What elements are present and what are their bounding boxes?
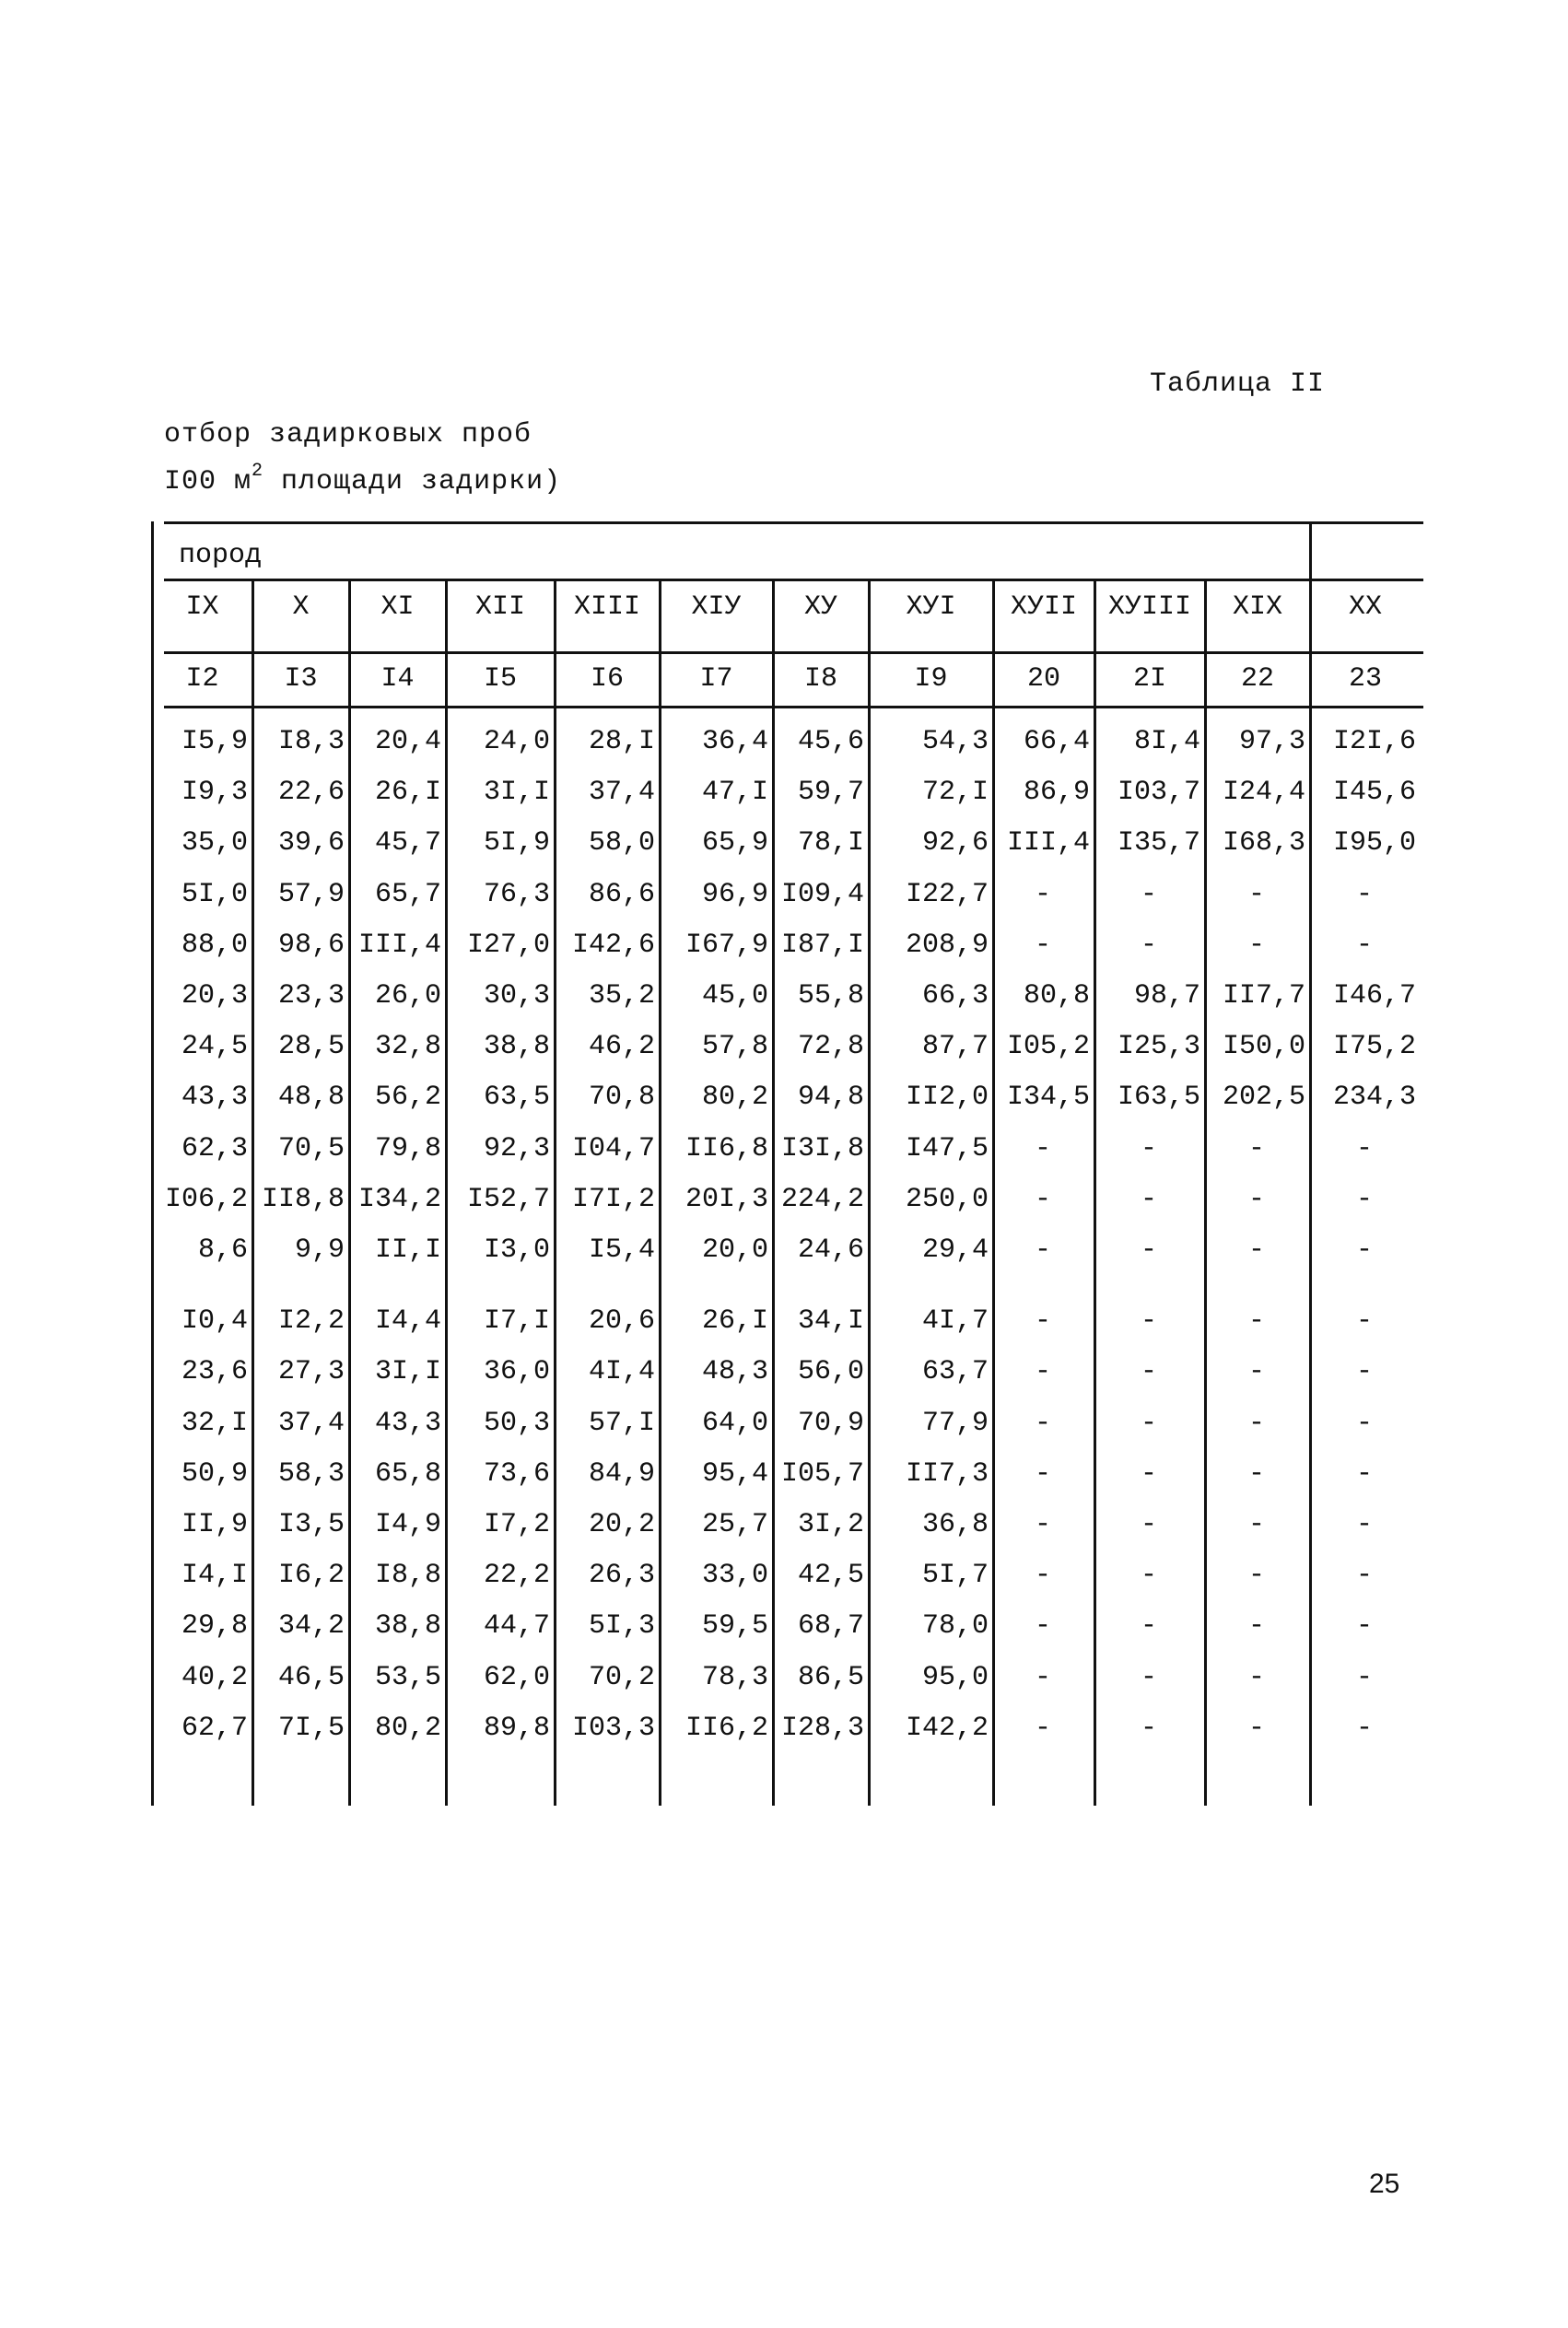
table-cell: 88,0: [181, 930, 248, 961]
table-cell: -: [1140, 1713, 1157, 1744]
table-cell: 45,7: [374, 827, 441, 859]
table-cell: 65,7: [374, 879, 441, 910]
table-cell: I06,2: [164, 1184, 248, 1215]
table-cell: 48,3: [701, 1356, 768, 1387]
table-cell: 32,8: [374, 1031, 441, 1062]
header-rule: [164, 706, 1423, 708]
column-header-number: 20: [1026, 663, 1060, 695]
table-cell: 86,5: [797, 1662, 864, 1693]
column-header-roman: XУII: [1010, 591, 1077, 623]
column-rule: [1309, 521, 1312, 1806]
column-header-roman: XУI: [906, 591, 956, 623]
table-cell: 47,I: [701, 777, 768, 808]
table-cell: I27,0: [466, 930, 550, 961]
table-cell: 45,0: [701, 980, 768, 1012]
table-cell: 79,8: [374, 1133, 441, 1164]
table-cell: -: [1140, 1458, 1157, 1490]
table-cell: 48,8: [277, 1082, 345, 1113]
table-cell: -: [1140, 1184, 1157, 1215]
table-cell: -: [1034, 1662, 1051, 1693]
table-cell: I25,3: [1117, 1031, 1200, 1062]
column-header-number: 22: [1240, 663, 1274, 695]
header-rule: [164, 651, 1423, 654]
table-cell: II,I: [374, 1234, 441, 1266]
table-cell: III,4: [357, 930, 441, 961]
table-cell: -: [1034, 1356, 1051, 1387]
table-cell: 80,2: [701, 1082, 768, 1113]
column-rule: [252, 579, 254, 1806]
caption-superscript: 2: [252, 461, 264, 482]
table-cell: -: [1034, 879, 1051, 910]
table-top-rule: [164, 521, 1423, 524]
table-cell: 78,I: [797, 827, 864, 859]
table-cell: 24,5: [181, 1031, 248, 1062]
table-cell: 56,2: [374, 1082, 441, 1113]
table-cell: I34,2: [357, 1184, 441, 1215]
caption-line-2-suffix: площади задирки): [263, 466, 562, 497]
table-cell: -: [1140, 1610, 1157, 1642]
column-header-number: 2I: [1132, 663, 1166, 695]
table-cell: 62,0: [483, 1662, 550, 1693]
table-cell: I4,9: [374, 1509, 441, 1540]
table-cell: -: [1034, 1610, 1051, 1642]
table-cell: -: [1355, 879, 1373, 910]
table-cell: 70,8: [588, 1082, 655, 1113]
column-rule: [1204, 579, 1207, 1806]
table-cell: I7,2: [483, 1509, 550, 1540]
table-cell: 28,I: [588, 726, 655, 757]
group-header: пород: [179, 540, 263, 571]
table-cell: 4I,7: [921, 1305, 989, 1337]
caption-line-2-prefix: I00 м: [164, 466, 252, 497]
table-cell: -: [1355, 1356, 1373, 1387]
table-cell: 66,3: [921, 980, 989, 1012]
table-cell: -: [1140, 1133, 1157, 1164]
table-cell: 65,9: [701, 827, 768, 859]
table-cell: 80,2: [374, 1713, 441, 1744]
table-cell: I4,I: [181, 1560, 248, 1591]
table-cell: 78,3: [701, 1662, 768, 1693]
column-rule: [445, 579, 448, 1806]
table-cell: I63,5: [1117, 1082, 1200, 1113]
table-cell: 3I,I: [483, 777, 550, 808]
table-cell: I04,7: [571, 1133, 655, 1164]
table-cell: 234,3: [1332, 1082, 1416, 1113]
table-cell: 43,3: [374, 1408, 441, 1439]
table-cell: 4I,4: [588, 1356, 655, 1387]
table-cell: -: [1247, 1234, 1265, 1266]
table-cell: 26,0: [374, 980, 441, 1012]
table-cell: 58,3: [277, 1458, 345, 1490]
table-cell: -: [1140, 930, 1157, 961]
table-cell: I05,7: [780, 1458, 864, 1490]
table-cell: I42,2: [905, 1713, 989, 1744]
table-cell: 65,8: [374, 1458, 441, 1490]
table-cell: 24,6: [797, 1234, 864, 1266]
table-cell: 97,3: [1238, 726, 1305, 757]
table-cell: I22,7: [905, 879, 989, 910]
table-cell: 5I,3: [588, 1610, 655, 1642]
table-cell: -: [1355, 1184, 1373, 1215]
table-cell: 53,5: [374, 1662, 441, 1693]
table-cell: 25,7: [701, 1509, 768, 1540]
table-cell: -: [1034, 1234, 1051, 1266]
table-cell: I46,7: [1332, 980, 1416, 1012]
table-cell: -: [1034, 1305, 1051, 1337]
table-cell: 28,5: [277, 1031, 345, 1062]
table-cell: 57,8: [701, 1031, 768, 1062]
table-cell: II8,8: [261, 1184, 345, 1215]
table-cell: -: [1355, 1305, 1373, 1337]
table-cell: I47,5: [905, 1133, 989, 1164]
table-cell: 59,7: [797, 777, 864, 808]
table-cell: -: [1355, 1408, 1373, 1439]
table-cell: 59,5: [701, 1610, 768, 1642]
table-cell: II7,7: [1222, 980, 1305, 1012]
table-cell: 24,0: [483, 726, 550, 757]
table-cell: 8I,4: [1133, 726, 1200, 757]
table-cell: 23,3: [277, 980, 345, 1012]
table-cell: 70,2: [588, 1662, 655, 1693]
table-cell: I68,3: [1222, 827, 1305, 859]
table-cell: 63,5: [483, 1082, 550, 1113]
table-cell: -: [1140, 1408, 1157, 1439]
table-cell: 250,0: [905, 1184, 989, 1215]
table-cell: -: [1034, 930, 1051, 961]
table-cell: 36,8: [921, 1509, 989, 1540]
table-cell: II,9: [181, 1509, 248, 1540]
table-cell: 35,2: [588, 980, 655, 1012]
table-cell: 40,2: [181, 1662, 248, 1693]
table-cell: 30,3: [483, 980, 550, 1012]
table-cell: 26,3: [588, 1560, 655, 1591]
table-cell: 3I,2: [797, 1509, 864, 1540]
table-cell: -: [1034, 1408, 1051, 1439]
table-cell: 22,6: [277, 777, 345, 808]
table-cell: 36,0: [483, 1356, 550, 1387]
column-header-roman: IX: [185, 591, 219, 623]
table-cell: 98,7: [1133, 980, 1200, 1012]
table-cell: -: [1247, 1560, 1265, 1591]
table-cell: -: [1034, 1509, 1051, 1540]
column-header-number: I6: [590, 663, 624, 695]
table-cell: 50,9: [181, 1458, 248, 1490]
table-cell: -: [1140, 1662, 1157, 1693]
table-cell: -: [1247, 1184, 1265, 1215]
table-cell: I34,5: [1006, 1082, 1090, 1113]
table-cell: I6,2: [277, 1560, 345, 1591]
table-cell: II6,8: [685, 1133, 768, 1164]
table-cell: 80,8: [1023, 980, 1090, 1012]
table-cell: 38,8: [374, 1610, 441, 1642]
table-cell: I7I,2: [571, 1184, 655, 1215]
table-cell: 20,4: [374, 726, 441, 757]
table-cell: I2I,6: [1332, 726, 1416, 757]
table-cell: 29,4: [921, 1234, 989, 1266]
table-cell: 33,0: [701, 1560, 768, 1591]
table-cell: 43,3: [181, 1082, 248, 1113]
table-cell: 20,6: [588, 1305, 655, 1337]
table-cell: 62,7: [181, 1713, 248, 1744]
table-cell: -: [1034, 1560, 1051, 1591]
table-cell: -: [1247, 1610, 1265, 1642]
table-cell: 26,I: [701, 1305, 768, 1337]
table-cell: 73,6: [483, 1458, 550, 1490]
table-cell: -: [1355, 1713, 1373, 1744]
table-cell: I2,2: [277, 1305, 345, 1337]
table-cell: 76,3: [483, 879, 550, 910]
table-cell: 77,9: [921, 1408, 989, 1439]
table-cell: 5I,0: [181, 879, 248, 910]
table-cell: 86,9: [1023, 777, 1090, 808]
table-cell: -: [1247, 1713, 1265, 1744]
table-cell: 87,7: [921, 1031, 989, 1062]
column-header-roman: XIX: [1232, 591, 1282, 623]
table-cell: -: [1247, 930, 1265, 961]
column-rule: [151, 521, 154, 1806]
column-header-number: I4: [380, 663, 415, 695]
table-cell: I75,2: [1332, 1031, 1416, 1062]
column-rule: [1094, 579, 1096, 1806]
table-cell: 57,I: [588, 1408, 655, 1439]
table-cell: 36,4: [701, 726, 768, 757]
table-cell: I5,4: [588, 1234, 655, 1266]
table-cell: 22,2: [483, 1560, 550, 1591]
table-cell: -: [1355, 1610, 1373, 1642]
column-header-number: I3: [284, 663, 318, 695]
table-title: Таблица II: [1150, 369, 1326, 400]
table-cell: -: [1247, 1458, 1265, 1490]
table-cell: I42,6: [571, 930, 655, 961]
table-cell: I24,4: [1222, 777, 1305, 808]
table-cell: 70,9: [797, 1408, 864, 1439]
table-cell: I52,7: [466, 1184, 550, 1215]
table-cell: -: [1355, 1234, 1373, 1266]
table-cell: -: [1034, 1133, 1051, 1164]
table-cell: 20I,3: [685, 1184, 768, 1215]
table-cell: -: [1247, 1356, 1265, 1387]
table-cell: 92,6: [921, 827, 989, 859]
table-cell: -: [1355, 930, 1373, 961]
table-cell: I8,8: [374, 1560, 441, 1591]
table-cell: 89,8: [483, 1713, 550, 1744]
table-cell: -: [1247, 1408, 1265, 1439]
table-cell: I09,4: [780, 879, 864, 910]
table-cell: 55,8: [797, 980, 864, 1012]
table-cell: 23,6: [181, 1356, 248, 1387]
table-cell: 208,9: [905, 930, 989, 961]
column-rule: [868, 579, 871, 1806]
column-rule: [992, 579, 995, 1806]
table-cell: 92,3: [483, 1133, 550, 1164]
table-cell: 50,3: [483, 1408, 550, 1439]
table-cell: 34,I: [797, 1305, 864, 1337]
table-cell: I8,3: [277, 726, 345, 757]
table-cell: 46,2: [588, 1031, 655, 1062]
table-cell: -: [1034, 1184, 1051, 1215]
table-cell: 5I,9: [483, 827, 550, 859]
table-cell: 70,5: [277, 1133, 345, 1164]
table-cell: I7,I: [483, 1305, 550, 1337]
table-cell: 58,0: [588, 827, 655, 859]
table-cell: -: [1140, 879, 1157, 910]
table-cell: III,4: [1006, 827, 1090, 859]
table-cell: -: [1140, 1560, 1157, 1591]
table-cell: I3I,8: [780, 1133, 864, 1164]
table-cell: I0,4: [181, 1305, 248, 1337]
table-cell: I05,2: [1006, 1031, 1090, 1062]
table-cell: 68,7: [797, 1610, 864, 1642]
table-cell: -: [1034, 1713, 1051, 1744]
column-rule: [348, 579, 351, 1806]
table-cell: -: [1140, 1509, 1157, 1540]
table-cell: 94,8: [797, 1082, 864, 1113]
column-header-roman: XIII: [573, 591, 640, 623]
table-cell: -: [1247, 1133, 1265, 1164]
table-cell: 66,4: [1023, 726, 1090, 757]
table-cell: 224,2: [780, 1184, 864, 1215]
table-cell: 62,3: [181, 1133, 248, 1164]
table-cell: 56,0: [797, 1356, 864, 1387]
table-cell: -: [1355, 1509, 1373, 1540]
column-header-number: 23: [1348, 663, 1382, 695]
table-cell: I87,I: [780, 930, 864, 961]
table-cell: -: [1247, 1305, 1265, 1337]
table-cell: 29,8: [181, 1610, 248, 1642]
page-number: 25: [1369, 2169, 1400, 2199]
table-cell: 95,4: [701, 1458, 768, 1490]
column-header-roman: XУIII: [1107, 591, 1191, 623]
table-cell: 20,0: [701, 1234, 768, 1266]
table-cell: -: [1355, 1560, 1373, 1591]
table-cell: 63,7: [921, 1356, 989, 1387]
table-cell: -: [1140, 1234, 1157, 1266]
table-cell: 86,6: [588, 879, 655, 910]
table-cell: 44,7: [483, 1610, 550, 1642]
table-cell: 78,0: [921, 1610, 989, 1642]
table-cell: -: [1140, 1356, 1157, 1387]
table-cell: I35,7: [1117, 827, 1200, 859]
table-cell: 37,4: [588, 777, 655, 808]
table-cell: 38,8: [483, 1031, 550, 1062]
table-cell: 45,6: [797, 726, 864, 757]
table-cell: I3,5: [277, 1509, 345, 1540]
table-cell: 37,4: [277, 1408, 345, 1439]
table-cell: I3,0: [483, 1234, 550, 1266]
table-cell: -: [1140, 1305, 1157, 1337]
table-cell: II6,2: [685, 1713, 768, 1744]
table-cell: -: [1247, 879, 1265, 910]
column-header-number: I8: [803, 663, 837, 695]
table-cell: 64,0: [701, 1408, 768, 1439]
column-header-roman: XX: [1348, 591, 1382, 623]
table-cell: 72,I: [921, 777, 989, 808]
column-header-roman: XIУ: [691, 591, 742, 623]
column-header-number: I2: [185, 663, 219, 695]
table-cell: 27,3: [277, 1356, 345, 1387]
table-cell: 95,0: [921, 1662, 989, 1693]
table-cell: 57,9: [277, 879, 345, 910]
table-cell: 9,9: [294, 1234, 345, 1266]
table-cell: I95,0: [1332, 827, 1416, 859]
table-cell: -: [1355, 1662, 1373, 1693]
column-rule: [554, 579, 556, 1806]
header-rule: [164, 579, 1423, 581]
table-cell: 32,I: [181, 1408, 248, 1439]
table-cell: 46,5: [277, 1662, 345, 1693]
column-header-number: I9: [914, 663, 948, 695]
table-cell: I28,3: [780, 1713, 864, 1744]
table-cell: I4,4: [374, 1305, 441, 1337]
table-cell: -: [1247, 1662, 1265, 1693]
table-cell: -: [1355, 1133, 1373, 1164]
table-cell: I9,3: [181, 777, 248, 808]
column-header-number: I5: [483, 663, 517, 695]
table-cell: II7,3: [905, 1458, 989, 1490]
table-cell: 20,3: [181, 980, 248, 1012]
table-cell: I45,6: [1332, 777, 1416, 808]
table-cell: 96,9: [701, 879, 768, 910]
table-cell: 72,8: [797, 1031, 864, 1062]
table-cell: I50,0: [1222, 1031, 1305, 1062]
table-cell: I03,7: [1117, 777, 1200, 808]
table-cell: 5I,7: [921, 1560, 989, 1591]
table-cell: 34,2: [277, 1610, 345, 1642]
table-cell: 35,0: [181, 827, 248, 859]
table-cell: 98,6: [277, 930, 345, 961]
caption-line-1: отбор задирковых проб: [164, 419, 532, 450]
table-cell: 54,3: [921, 726, 989, 757]
table-cell: -: [1355, 1458, 1373, 1490]
column-header-roman: XII: [474, 591, 525, 623]
column-header-roman: X: [292, 591, 310, 623]
table-cell: -: [1247, 1509, 1265, 1540]
column-header-roman: XУ: [803, 591, 837, 623]
column-header-number: I7: [699, 663, 733, 695]
table-cell: 26,I: [374, 777, 441, 808]
table-cell: 84,9: [588, 1458, 655, 1490]
table-cell: 39,6: [277, 827, 345, 859]
column-header-roman: XI: [380, 591, 415, 623]
column-rule: [659, 579, 661, 1806]
table-cell: -: [1034, 1458, 1051, 1490]
table-cell: 20,2: [588, 1509, 655, 1540]
table-cell: I5,9: [181, 726, 248, 757]
table-cell: 8,6: [197, 1234, 248, 1266]
table-cell: 3I,I: [374, 1356, 441, 1387]
table-cell: 7I,5: [277, 1713, 345, 1744]
table-cell: I67,9: [685, 930, 768, 961]
table-cell: II2,0: [905, 1082, 989, 1113]
table-cell: 42,5: [797, 1560, 864, 1591]
table-cell: 202,5: [1222, 1082, 1305, 1113]
table-cell: I03,3: [571, 1713, 655, 1744]
column-rule: [772, 579, 775, 1806]
